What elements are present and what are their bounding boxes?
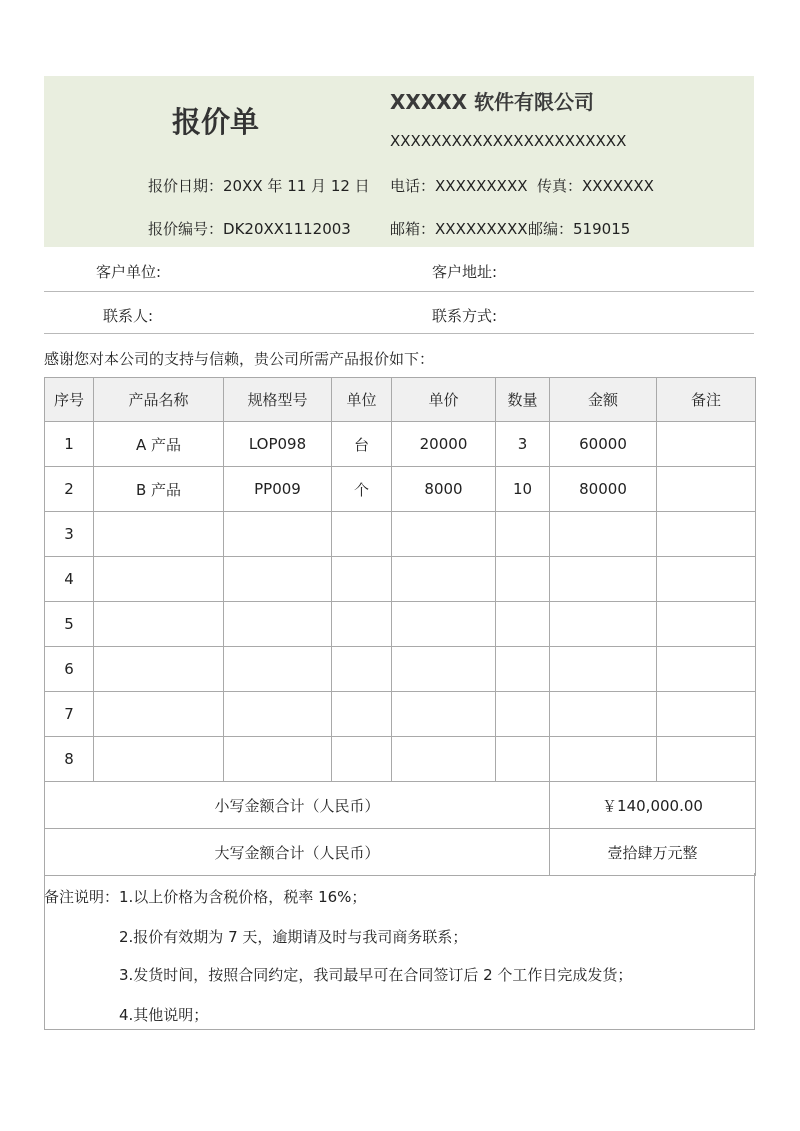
table-row <box>45 557 756 602</box>
table-cell <box>550 647 657 692</box>
column-header: 序号 <box>45 378 94 422</box>
table-cell <box>657 737 756 782</box>
customer-address-label: 客户地址: <box>432 263 498 281</box>
table-cell <box>392 557 496 602</box>
table-cell <box>332 602 392 647</box>
email-row <box>390 218 528 239</box>
table-cell: 20000 <box>392 422 496 467</box>
table-cell <box>392 737 496 782</box>
table-cell: 6 <box>45 647 94 692</box>
table-cell <box>496 737 550 782</box>
table-cell: 1 <box>45 422 94 467</box>
column-header: 规格型号 <box>224 378 332 422</box>
fax-label: 传真： <box>537 177 583 195</box>
table-cell: PP009 <box>224 467 332 512</box>
table-cell: 60000 <box>550 422 657 467</box>
table-cell <box>332 647 392 692</box>
fax-row <box>537 175 654 196</box>
table-cell <box>94 512 224 557</box>
contact-person-label: 联系人: <box>103 307 154 325</box>
table-cell <box>550 602 657 647</box>
quote-date-value: 20XX 年 11 月 12 日 <box>223 177 370 195</box>
table-cell: 8000 <box>392 467 496 512</box>
quote-number-value: DK20XX1112003 <box>223 220 351 238</box>
table-cell <box>94 647 224 692</box>
contact-method-label: 联系方式: <box>432 307 498 325</box>
note-item: 4.其他说明； <box>119 1006 209 1024</box>
table-cell: 80000 <box>550 467 657 512</box>
table-row <box>45 692 756 737</box>
subtotal-big-row <box>45 829 756 876</box>
table-cell: 3 <box>496 422 550 467</box>
table-cell: A 产品 <box>94 422 224 467</box>
table-cell <box>550 512 657 557</box>
table-cell <box>224 602 332 647</box>
table-cell <box>224 557 332 602</box>
page-title: 报价单 <box>172 105 260 139</box>
quote-number-label: 报价编号： <box>148 220 224 238</box>
note-item: 3.发货时间，按照合同约定，我司最早可在合同签订后 2 个工作日完成发货； <box>119 966 633 984</box>
column-header: 备注 <box>657 378 756 422</box>
table-cell <box>224 737 332 782</box>
table-cell <box>94 692 224 737</box>
table-cell <box>657 467 756 512</box>
table-cell <box>332 512 392 557</box>
table-row <box>45 467 756 512</box>
table-cell: 10 <box>496 467 550 512</box>
fax-value: XXXXXXX <box>582 177 654 195</box>
table-cell: 2 <box>45 467 94 512</box>
subtotal-small-row <box>45 782 756 829</box>
table-cell: 个 <box>332 467 392 512</box>
column-header: 单位 <box>332 378 392 422</box>
table-cell <box>94 557 224 602</box>
table-cell: 7 <box>45 692 94 737</box>
table-cell: 4 <box>45 557 94 602</box>
table-cell <box>94 737 224 782</box>
quote-date-label: 报价日期： <box>148 177 224 195</box>
table-cell <box>657 422 756 467</box>
table-cell <box>332 557 392 602</box>
table-cell: 8 <box>45 737 94 782</box>
column-header: 金额 <box>550 378 657 422</box>
table-header-row <box>45 378 756 422</box>
quote-table <box>44 377 756 876</box>
table-row <box>45 512 756 557</box>
phone-row <box>390 175 528 196</box>
table-cell <box>496 512 550 557</box>
table-cell <box>657 602 756 647</box>
customer-unit-label: 客户单位: <box>96 263 162 281</box>
subtotal-big-label: 大写金额合计（人民币） <box>45 829 550 876</box>
divider <box>44 291 754 292</box>
table-cell <box>550 737 657 782</box>
table-row <box>45 737 756 782</box>
email-value: XXXXXXXXX <box>435 220 528 238</box>
table-cell: LOP098 <box>224 422 332 467</box>
table-cell <box>550 692 657 737</box>
table-cell <box>224 692 332 737</box>
table-cell <box>657 512 756 557</box>
table-row <box>45 602 756 647</box>
company-subtitle: XXXXXXXXXXXXXXXXXXXXXXX <box>390 132 627 150</box>
column-header: 单价 <box>392 378 496 422</box>
table-cell <box>392 512 496 557</box>
quote-date-row <box>148 175 370 196</box>
table-cell <box>332 737 392 782</box>
table-cell <box>224 647 332 692</box>
table-cell: B 产品 <box>94 467 224 512</box>
note-item: 1.以上价格为含税价格，税率 16%； <box>119 888 367 906</box>
company-name: XXXXX 软件有限公司 <box>390 90 595 114</box>
table-row <box>45 422 756 467</box>
phone-value: XXXXXXXXX <box>435 177 528 195</box>
table-cell <box>392 692 496 737</box>
table-cell <box>657 692 756 737</box>
table-cell <box>657 647 756 692</box>
table-cell <box>392 602 496 647</box>
table-cell <box>657 557 756 602</box>
table-cell <box>496 557 550 602</box>
phone-label: 电话： <box>390 177 436 195</box>
table-cell <box>496 602 550 647</box>
postcode-value: 519015 <box>573 220 631 238</box>
table-cell <box>332 692 392 737</box>
postcode-label: 邮编： <box>528 220 574 238</box>
table-cell: 5 <box>45 602 94 647</box>
email-label: 邮箱： <box>390 220 436 238</box>
table-cell <box>496 647 550 692</box>
column-header: 产品名称 <box>94 378 224 422</box>
table-row <box>45 647 756 692</box>
table-cell <box>392 647 496 692</box>
table-cell <box>496 692 550 737</box>
table-cell: 3 <box>45 512 94 557</box>
table-cell <box>550 557 657 602</box>
intro-text: 感谢您对本公司的支持与信赖，贵公司所需产品报价如下： <box>44 350 435 368</box>
subtotal-small-label: 小写金额合计（人民币） <box>45 782 550 829</box>
table-cell <box>94 602 224 647</box>
table-cell <box>224 512 332 557</box>
column-header: 数量 <box>496 378 550 422</box>
divider <box>44 333 754 334</box>
note-item: 2.报价有效期为 7 天，逾期请及时与我司商务联系； <box>119 928 468 946</box>
subtotal-small-value: ￥140,000.00 <box>550 782 756 829</box>
quote-number-row <box>148 218 351 239</box>
postcode-row <box>528 218 630 239</box>
notes-label: 备注说明： <box>44 888 120 906</box>
subtotal-big-value: 壹拾肆万元整 <box>550 829 756 876</box>
table-cell: 台 <box>332 422 392 467</box>
